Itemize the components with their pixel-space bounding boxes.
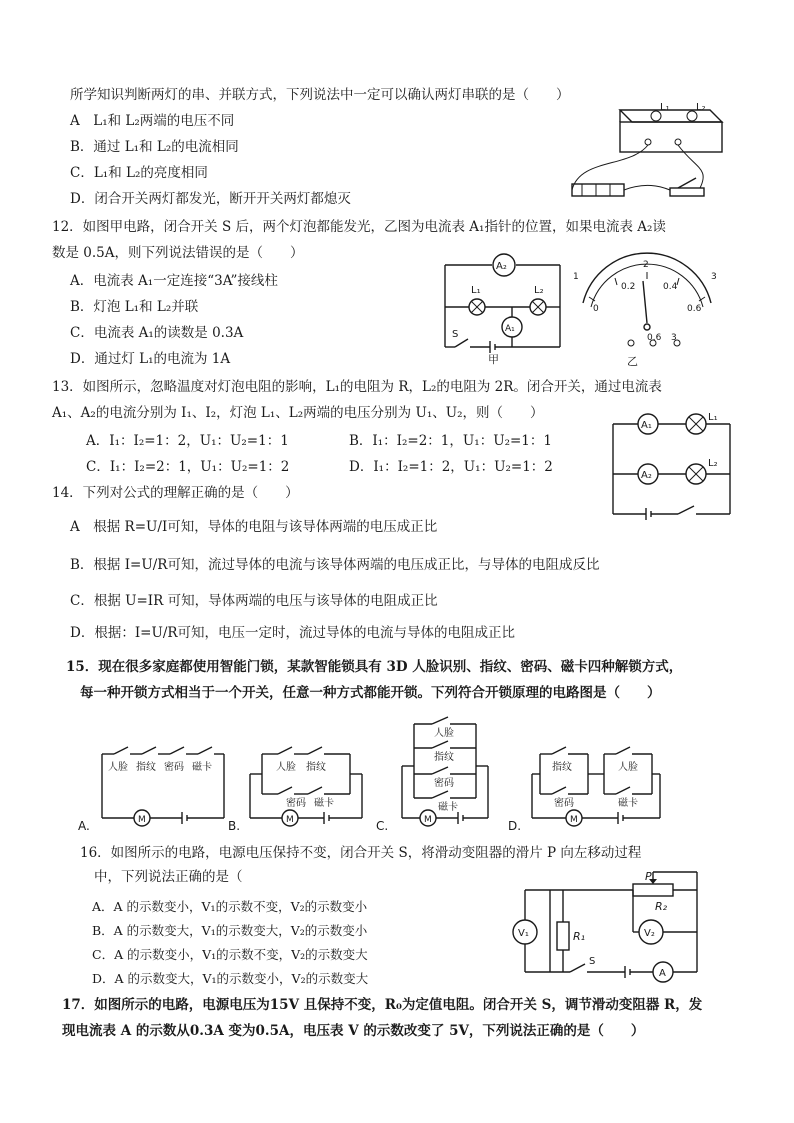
q13-a1-label: A₁ bbox=[641, 420, 652, 431]
q14-option-d: D．根据：I=U/R可知，电压一定时，流过导体的电流与导体的电阻成正比 bbox=[70, 625, 516, 641]
q15b-motor: M bbox=[286, 815, 294, 825]
q13-option-d: D．I₁：I₂=1：2，U₁：U₂=1：2 bbox=[349, 459, 553, 475]
q15b-switch-card: 磁卡 bbox=[314, 798, 334, 809]
q13-l2-label: L₂ bbox=[708, 458, 718, 469]
q12-scale-small-0: 0 bbox=[593, 304, 599, 314]
q13-a2-label: A₂ bbox=[641, 470, 652, 481]
q15-circuit-d bbox=[508, 740, 668, 832]
q12-option-d: D．通过灯 L₁的电流为 1A bbox=[70, 351, 231, 367]
q13-option-b: B．I₁：I₂=2：1，U₁：U₂=1：1 bbox=[349, 433, 552, 449]
q-prev-option-a: A L₁和 L₂两端的电压不同 bbox=[70, 113, 235, 129]
q15b-switch-password: 密码 bbox=[286, 798, 306, 809]
q12-a2-label: A₂ bbox=[496, 261, 507, 272]
q-prev-stem: 所学知识判断两灯的串、并联方式，下列说法中一定可以确认两灯串联的是（ ） bbox=[70, 87, 570, 103]
q16-option-b: B．A 的示数变大，V₁的示数变大，V₂的示数变小 bbox=[92, 923, 368, 938]
q12-scale-large-2: 2 bbox=[643, 260, 649, 270]
q15d-switch-password: 密码 bbox=[554, 798, 574, 809]
q16-figure bbox=[515, 868, 705, 983]
q14-stem: 14．下列对公式的理解正确的是（ ） bbox=[52, 485, 299, 501]
q15-circuit-a bbox=[78, 740, 228, 832]
q12-terminal-3: 3 bbox=[671, 333, 677, 343]
q15-circuit-b bbox=[228, 740, 368, 832]
q12-scale-large-1: 1 bbox=[573, 272, 579, 282]
q15-stem-line1: 15．现在很多家庭都使用智能门锁，某款智能锁具有 3D 人脸识别、指纹、密码、磁卡四种解锁方式， bbox=[66, 659, 683, 675]
q12-stem-line2: 数是 0.5A，则下列说法错误的是（ ） bbox=[52, 245, 304, 261]
q15-label-d: D. bbox=[508, 819, 522, 833]
q12-scale-large-3: 3 bbox=[711, 272, 717, 282]
q-prev-l1-label: L₁ bbox=[660, 102, 670, 113]
q15c-switch-fingerprint: 指纹 bbox=[434, 752, 454, 763]
q17-stem-line2: 现电流表 A 的示数从0.3A 变为0.5A，电压表 V 的示数改变了 5V，下列说法正确的是（ ） bbox=[62, 1023, 645, 1039]
q15c-switch-card: 磁卡 bbox=[438, 802, 458, 813]
q16-r2-label: R₂ bbox=[655, 900, 668, 913]
q-prev-option-c: C．L₁和 L₂的亮度相同 bbox=[70, 165, 208, 181]
q15a-switch-face: 人脸 bbox=[108, 762, 128, 773]
q-prev-figure bbox=[560, 98, 725, 210]
q15b-switch-fingerprint: 指纹 bbox=[306, 762, 326, 773]
q16-p-label: P bbox=[645, 870, 652, 883]
q12-figure-yi bbox=[565, 260, 717, 370]
q15a-switch-password: 密码 bbox=[164, 762, 184, 773]
q15d-switch-card: 磁卡 bbox=[618, 798, 638, 809]
q13-l1-label: L₁ bbox=[708, 412, 718, 423]
q14-option-b: B．根据 I=U/R可知，流过导体的电流与该导体两端的电压成正比，与导体的电阻成反比 bbox=[70, 557, 600, 573]
q12-jia-caption: 甲 bbox=[488, 353, 499, 366]
q-prev-option-b: B．通过 L₁和 L₂的电流相同 bbox=[70, 139, 239, 155]
q15-label-c: C. bbox=[376, 819, 389, 833]
q16-v1-label: V₁ bbox=[518, 928, 529, 939]
q15c-switch-face: 人脸 bbox=[434, 728, 454, 739]
q15-circuit-c bbox=[376, 716, 496, 832]
q12-l1-label: L₁ bbox=[471, 285, 481, 296]
q-prev-l2-label: L₂ bbox=[696, 102, 706, 113]
q12-yi-caption: 乙 bbox=[627, 355, 638, 368]
q16-stem-line1: 16．如图所示的电路，电源电压保持不变，闭合开关 S，将滑动变阻器的滑片 P 向左移动过程 bbox=[80, 845, 642, 861]
q16-s-label: S bbox=[589, 956, 596, 967]
q15a-switch-fingerprint: 指纹 bbox=[136, 762, 156, 773]
q12-a1-label: A₁ bbox=[505, 324, 515, 334]
q16-v2-label: V₂ bbox=[644, 928, 655, 939]
q15d-switch-face: 人脸 bbox=[618, 762, 638, 773]
q16-r1-label: R₁ bbox=[573, 930, 586, 943]
q15c-motor: M bbox=[424, 815, 432, 825]
q12-option-b: B．灯泡 L₁和 L₂并联 bbox=[70, 299, 199, 315]
q-prev-option-d: D．闭合开关两灯都发光，断开开关两灯都熄灭 bbox=[70, 191, 351, 207]
q15c-switch-password: 密码 bbox=[434, 778, 454, 789]
q12-stem-line1: 12．如图甲电路，闭合开关 S 后，两个灯泡都能发光，乙图为电流表 A₁指针的位置，如果电流表 A₂读 bbox=[52, 219, 666, 235]
q12-scale-small-06: 0.6 bbox=[687, 304, 702, 314]
q16-a-label: A bbox=[659, 968, 666, 979]
q13-option-c: C．I₁：I₂=2：1，U₁：U₂=1：2 bbox=[86, 459, 290, 475]
q13-figure bbox=[608, 410, 738, 528]
q12-terminal-06: 0.6 bbox=[647, 333, 662, 343]
q15a-switch-card: 磁卡 bbox=[192, 762, 212, 773]
q15d-switch-fingerprint: 指纹 bbox=[552, 762, 572, 773]
q13-stem-line1: 13．如图所示，忽略温度对灯泡电阻的影响，L₁的电阻为 R，L₂的电阻为 2R。闭合开关，通过电流表 bbox=[52, 379, 662, 395]
q13-option-a: A．I₁：I₂=1：2，U₁：U₂=1：1 bbox=[86, 433, 289, 449]
q12-s-label: S bbox=[452, 329, 459, 340]
q16-option-a: A．A 的示数变小，V₁的示数不变，V₂的示数变小 bbox=[92, 899, 368, 914]
q14-option-c: C．根据 U=IR 可知，导体两端的电压与该导体的电阻成正比 bbox=[70, 593, 438, 609]
q15d-motor: M bbox=[570, 815, 578, 825]
q15-stem-line2: 每一种开锁方式相当于一个开关，任意一种方式都能开锁。下列符合开锁原理的电路图是（ ） bbox=[80, 685, 661, 701]
q12-figure-jia bbox=[440, 255, 565, 365]
q16-option-c: C．A 的示数变小，V₁的示数不变，V₂的示数变大 bbox=[92, 947, 368, 962]
q15b-switch-face: 人脸 bbox=[276, 762, 296, 773]
q17-stem-line1: 17．如图所示的电路，电源电压为15V 且保持不变，R₀为定值电阻。闭合开关 S，调节滑动变阻器 R，发 bbox=[62, 997, 703, 1013]
q14-option-a: A 根据 R=U/I可知，导体的电阻与该导体两端的电压成正比 bbox=[70, 519, 438, 535]
q12-option-c: C．电流表 A₁的读数是 0.3A bbox=[70, 325, 244, 341]
q12-scale-small-04: 0.4 bbox=[663, 282, 678, 292]
q12-option-a: A．电流表 A₁一定连接“3A”接线柱 bbox=[70, 273, 278, 289]
q15-label-b: B. bbox=[228, 819, 241, 833]
q16-stem-line2: 中，下列说法正确的是（ bbox=[94, 869, 243, 885]
q15a-motor: M bbox=[138, 815, 146, 825]
q15-label-a: A. bbox=[78, 819, 90, 833]
q12-l2-label: L₂ bbox=[534, 285, 544, 296]
q13-stem-line2: A₁、A₂的电流分别为 I₁、I₂，灯泡 L₁、L₂两端的电压分别为 U₁、U₂，则（ ） bbox=[52, 405, 544, 421]
q12-scale-small-02: 0.2 bbox=[621, 282, 636, 292]
q16-option-d: D．A 的示数变大，V₁的示数变小，V₂的示数变大 bbox=[92, 971, 369, 986]
